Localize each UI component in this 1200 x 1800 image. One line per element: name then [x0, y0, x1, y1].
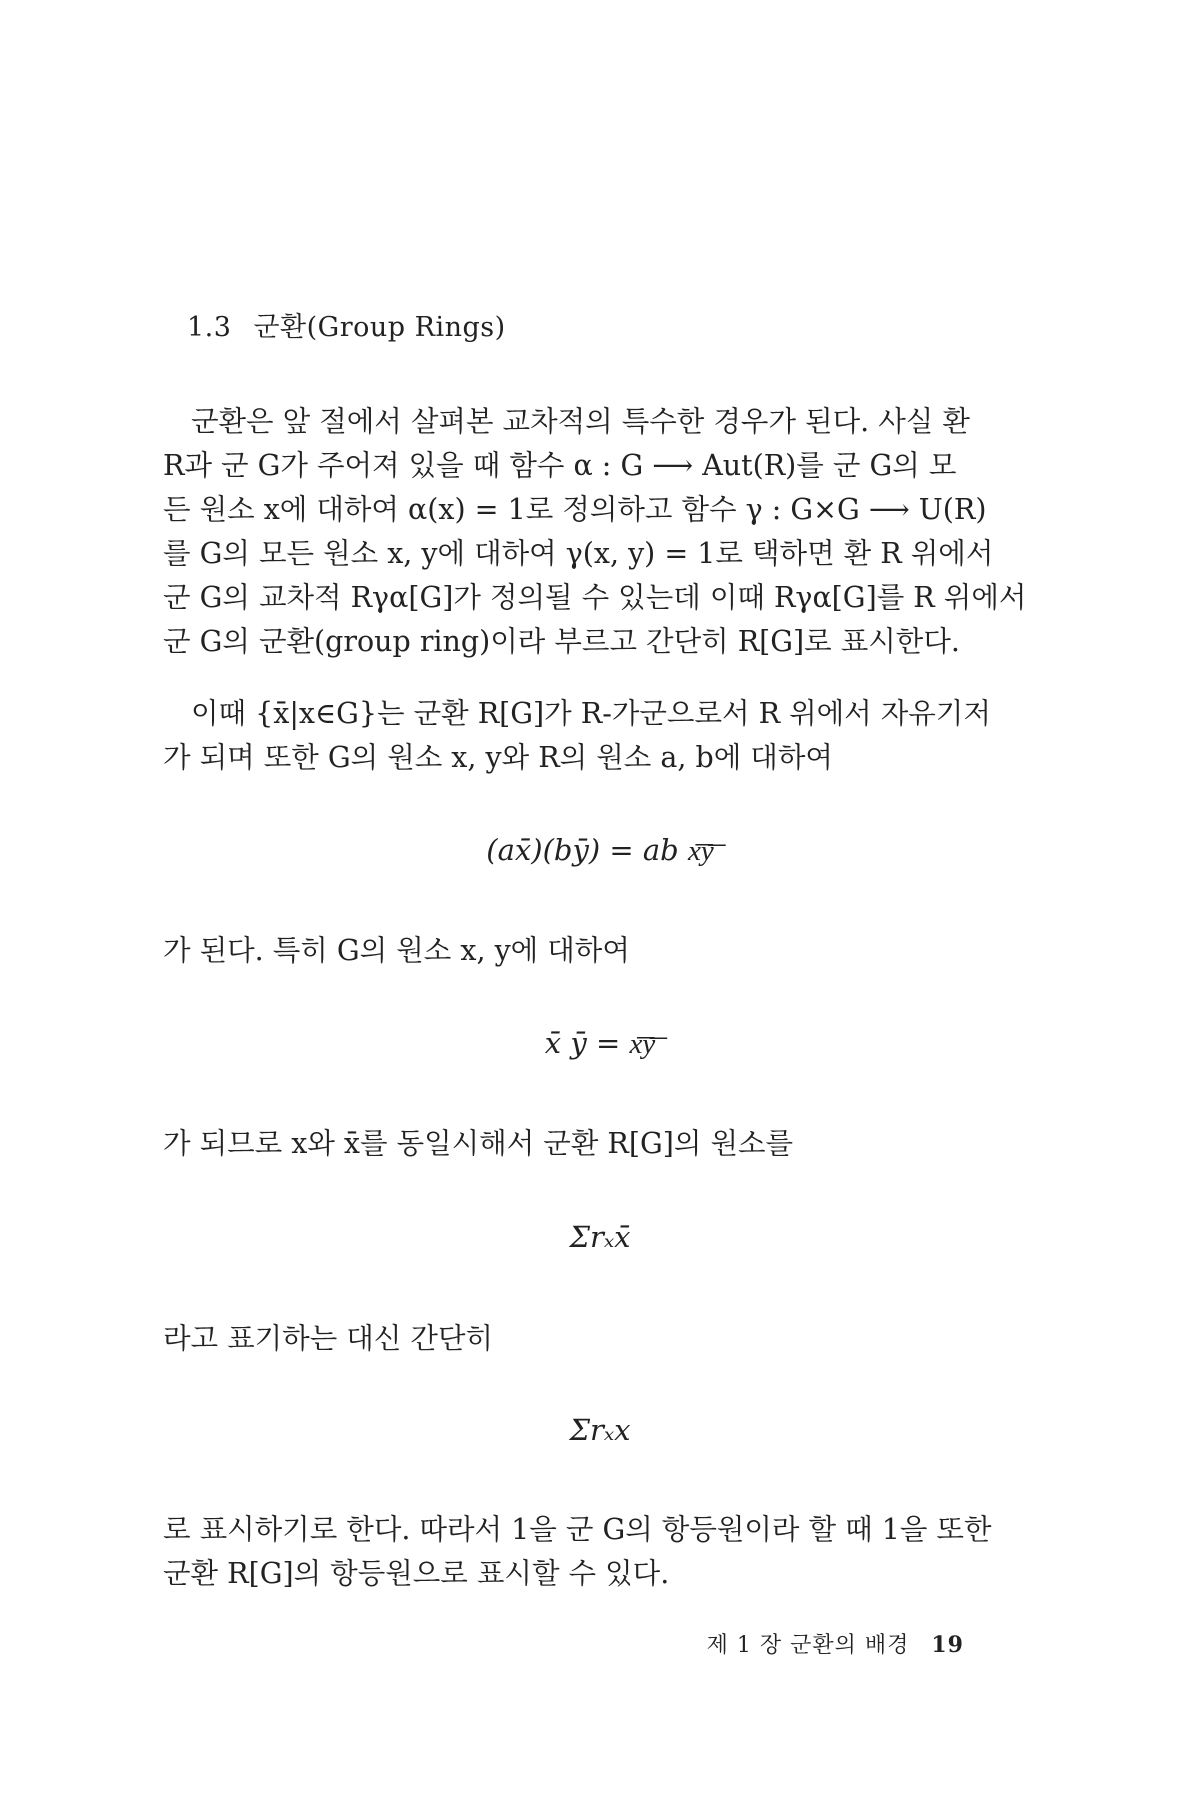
section-number: 1.3 — [187, 312, 232, 343]
paragraph-line: 군 G의 군환(group ring)이라 부르고 간단히 R[G]로 표시한다. — [163, 625, 960, 658]
paragraph-3 — [163, 1508, 1023, 1596]
page-number: 19 — [931, 1632, 964, 1658]
paragraph-2 — [163, 692, 1023, 780]
paragraph-line: 군환 R[G]의 항등원으로 표시할 수 있다. — [163, 1557, 670, 1590]
paragraph-line: 군 G의 교차적 Rγα[G]가 정의될 수 있는데 이때 Rγα[G]를 R 위에서 — [163, 581, 1027, 614]
formula-product: (ax̄)(bȳ) = ab x͞y͞ — [486, 833, 714, 867]
chapter-title: 제 1 장 군환의 배경 — [706, 1633, 910, 1658]
text-line: 가 되므로 x와 x̄를 동일시해서 군환 R[G]의 원소를 — [163, 1127, 794, 1160]
paragraph-line: 군환은 앞 절에서 살펴본 교차적의 특수한 경우가 된다. 사실 환 — [191, 405, 970, 438]
text-line: 가 된다. 특히 G의 원소 x, y에 대하여 — [163, 934, 630, 967]
paragraph-1 — [163, 400, 1027, 664]
formula-sum: Σrₓx — [569, 1413, 631, 1447]
paragraph-line: 를 G의 모든 원소 x, y에 대하여 γ(x, y) = 1로 택하면 환 R 위에서 — [163, 537, 994, 570]
paragraph-line: 이때 {x̄|x∈G}는 군환 R[G]가 R-가군으로서 R 위에서 자유기저 — [191, 697, 991, 730]
paragraph-line: 로 표시하기로 한다. 따라서 1을 군 G의 항등원이라 할 때 1을 또한 — [163, 1513, 992, 1546]
formula-sum-bar: Σrₓx̄ — [569, 1220, 631, 1254]
section-title: 군환(Group Rings) — [253, 312, 506, 343]
paragraph-line: R과 군 G가 주어져 있을 때 함수 α : G ⟶ Aut(R)를 군 G의 모 — [163, 449, 957, 482]
formula-identity: x̄ ȳ = x͞y͞ — [544, 1026, 656, 1060]
text-line: 라고 표기하는 대신 간단히 — [163, 1322, 494, 1355]
paragraph-line: 든 원소 x에 대하여 α(x) = 1로 정의하고 함수 γ : G×G ⟶ U(R) — [163, 493, 987, 526]
page-footer — [707, 1628, 964, 1659]
paragraph-line: 가 되며 또한 G의 원소 x, y와 R의 원소 a, b에 대하여 — [163, 741, 833, 774]
section-heading — [187, 305, 506, 344]
